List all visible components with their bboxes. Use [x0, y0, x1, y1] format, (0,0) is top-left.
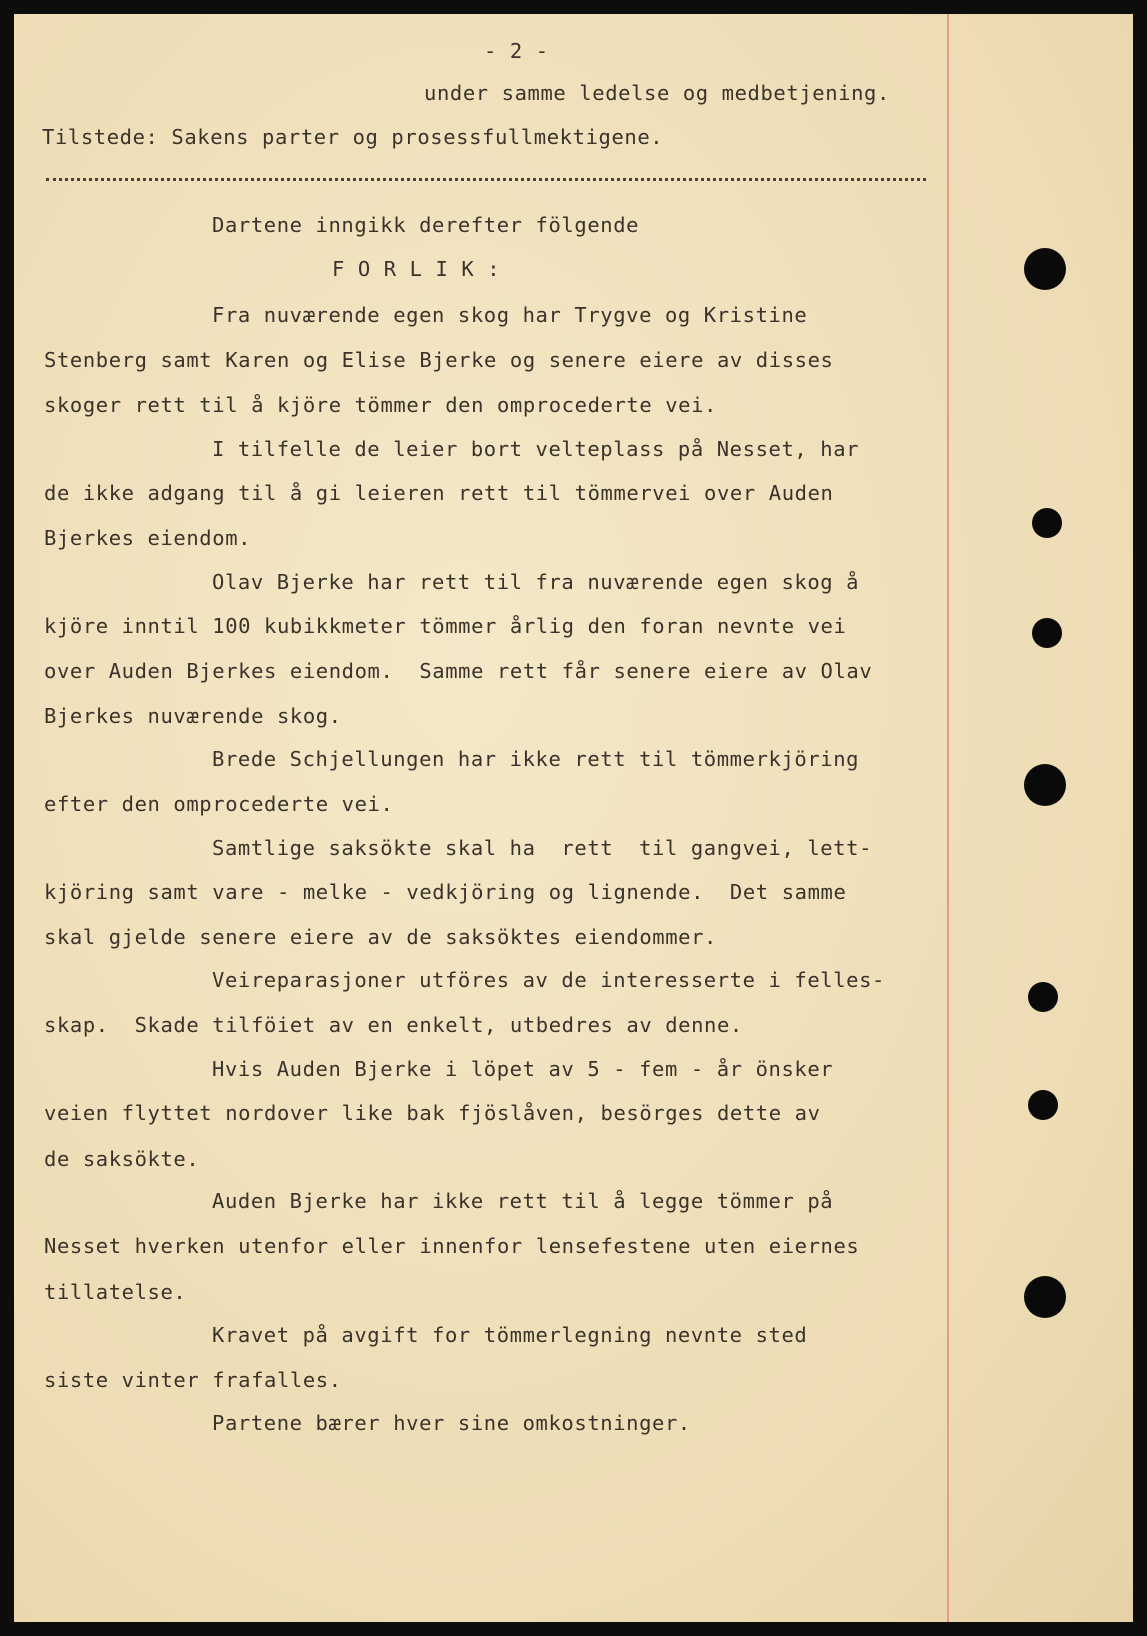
document-page [14, 14, 1133, 1622]
text-line-30: Partene bærer hver sine omkostninger. [212, 1411, 691, 1435]
text-line-8: I tilfelle de leier bort velteplass på Nesset, har [212, 437, 860, 461]
punch-hole [1028, 1090, 1058, 1120]
margin-rule [947, 14, 949, 1622]
text-line-16: efter den omprocederte vei. [44, 792, 394, 816]
text-line-9: de ikke adgang til å gi leieren rett til tömmervei over Auden [44, 481, 834, 505]
page-number: - 2 - [484, 39, 549, 63]
text-line-20: Veireparasjoner utföres av de interesserte i felles- [212, 968, 885, 992]
text-line-15: Brede Schjellungen har ikke rett til tömmerkjöring [212, 747, 860, 771]
text-line-7: skoger rett til å kjöre tömmer den omprocederte vei. [44, 393, 717, 417]
punch-hole [1024, 764, 1066, 806]
punch-hole [1032, 618, 1062, 648]
text-line-22: Hvis Auden Bjerke i löpet av 5 - fem - år önsker [212, 1057, 834, 1081]
text-line-11: Olav Bjerke har rett til fra nuværende egen skog å [212, 570, 860, 594]
text-line-10: Bjerkes eiendom. [44, 526, 252, 550]
punch-hole [1032, 508, 1062, 538]
punch-hole [1024, 1276, 1066, 1318]
text-line-17: Samtlige saksökte skal ha rett til gangvei, lett- [212, 836, 873, 860]
text-line-14: Bjerkes nuværende skog. [44, 704, 342, 728]
text-line-2: Tilstede: Sakens parter og prosessfullmektigene. [42, 125, 664, 149]
text-line-12: kjöre inntil 100 kubikkmeter tömmer årlig den foran nevnte vei [44, 614, 847, 638]
text-line-3: Dartene inngikk derefter fölgende [212, 213, 640, 237]
dotted-separator [46, 178, 926, 181]
text-line-5: Fra nuværende egen skog har Trygve og Kristine [212, 303, 808, 327]
text-line-24: de saksökte. [44, 1147, 200, 1171]
text-line-28: Kravet på avgift for tömmerlegning nevnte sted [212, 1323, 808, 1347]
text-line-23: veien flyttet nordover like bak fjöslåven, besörges dette av [44, 1101, 821, 1125]
text-line-18: kjöring samt vare - melke - vedkjöring og lignende. Det samme [44, 880, 847, 904]
text-line-26: Nesset hverken utenfor eller innenfor lensefestene uten eiernes [44, 1234, 860, 1258]
text-line-29: siste vinter frafalles. [44, 1368, 342, 1392]
text-line-27: tillatelse. [44, 1280, 187, 1304]
section-heading: F O R L I K : [332, 257, 501, 281]
text-line-25: Auden Bjerke har ikke rett til å legge tömmer på [212, 1189, 834, 1213]
punch-hole [1024, 248, 1066, 290]
text-line-6: Stenberg samt Karen og Elise Bjerke og senere eiere av disses [44, 348, 834, 372]
text-line-13: over Auden Bjerkes eiendom. Samme rett får senere eiere av Olav [44, 659, 873, 683]
text-line-19: skal gjelde senere eiere av de saksöktes eiendommer. [44, 925, 717, 949]
text-line-21: skap. Skade tilföiet av en enkelt, utbedres av denne. [44, 1013, 743, 1037]
punch-hole [1028, 982, 1058, 1012]
text-line-1: under samme ledelse og medbetjening. [424, 81, 890, 105]
